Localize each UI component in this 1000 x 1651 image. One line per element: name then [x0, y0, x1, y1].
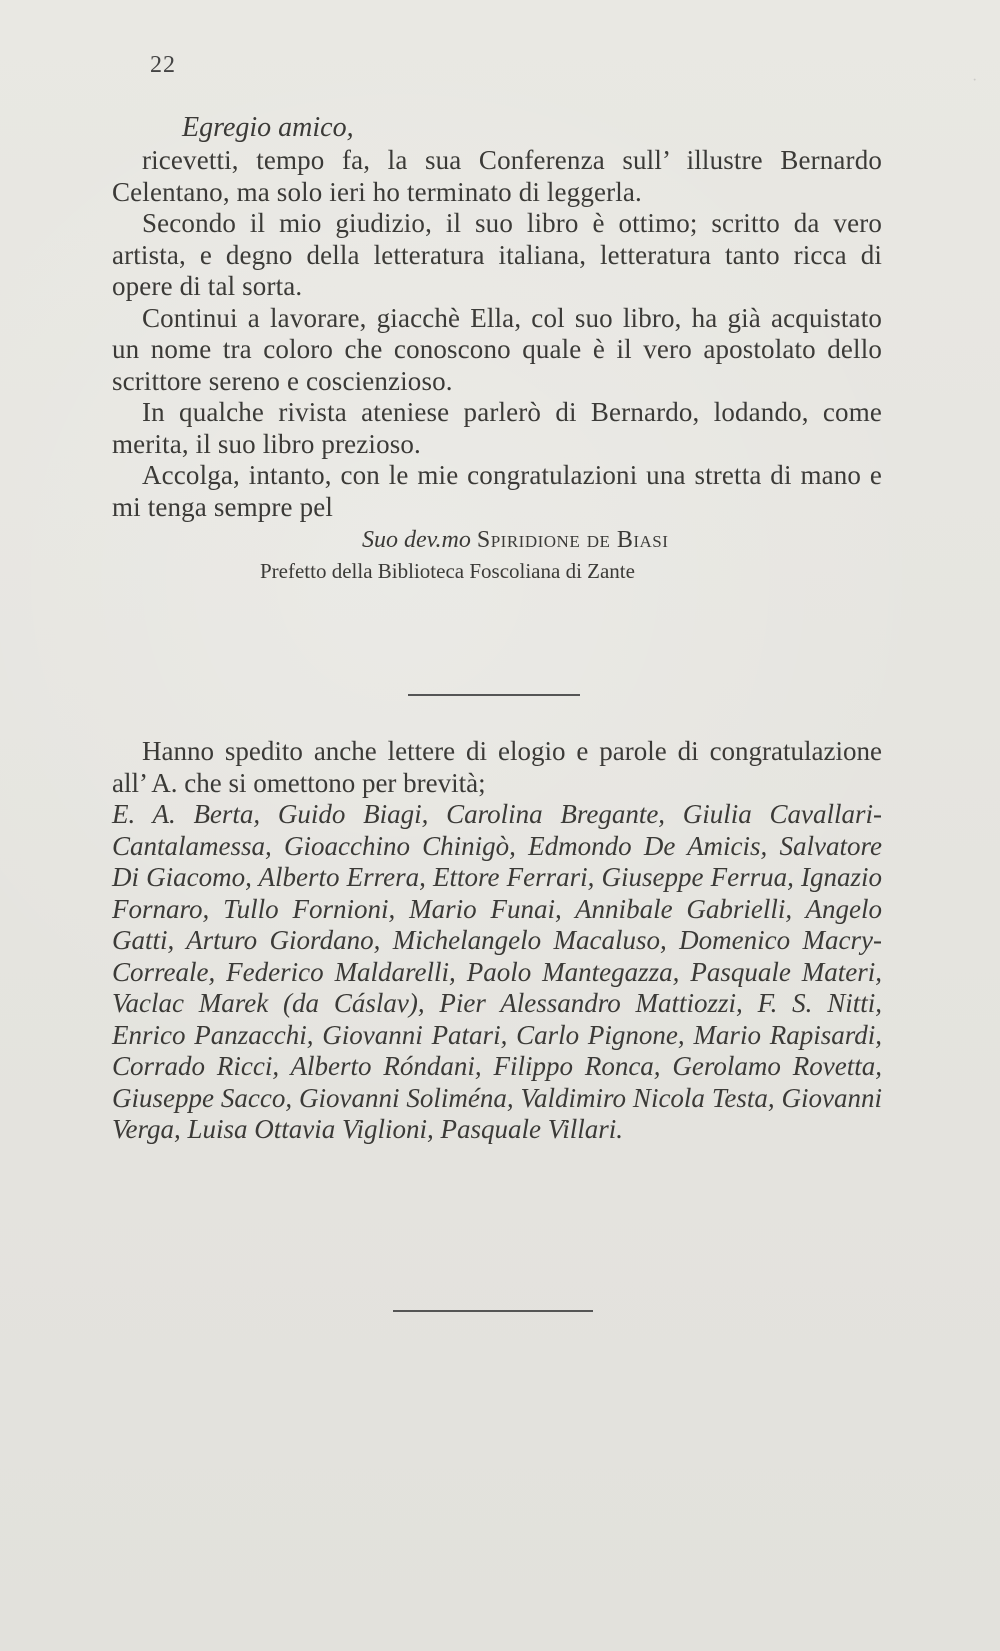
section-divider-top: [408, 694, 580, 696]
signature-closing: Suo dev.mo: [362, 527, 471, 553]
letter-section: [112, 112, 882, 585]
acknowledgements-intro: Hanno spedito anche lettere di elogio e parole di congratulazione all’ A. che si omettono per brevità;: [112, 736, 882, 798]
margin-mark: ·: [972, 72, 978, 89]
letter-paragraph-4: In qualche rivista ateniese parlerò di Bernardo, lodando, come merita, il suo libro prezioso.: [112, 397, 882, 459]
letter-paragraph-1: ricevetti, tempo fa, la sua Conferenza sull’ illustre Bernardo Celentano, ma solo ieri ho terminato di leggerla.: [112, 145, 882, 207]
section-divider-bottom: [393, 1310, 593, 1312]
signature-name: Spiridione de Biasi: [476, 527, 669, 553]
salutation: Egregio amico,: [182, 112, 354, 143]
signature-line: [362, 523, 882, 557]
letter-paragraph-3: Continui a lavorare, giacchè Ella, col suo libro, ha già acquistato un nome tra coloro che conoscono quale è il vero apostolato dello scrittore sereno e coscienzioso.: [112, 302, 882, 396]
acknowledgements-names: E. A. Berta, Guido Biagi, Carolina Bregante, Giulia Cavallari-Cantalamessa, Gioacchino Chinigò, Edmondo De Amicis, Salvatore Di Giacomo, Alberto Errera, Ettore Ferrari, Giuseppe Ferrua, Ignazio Fornaro, Tullo Fornioni, Mario Funai, Annibale Gabrielli, Angelo Gatti, Arturo Giordano, Michelangelo Macaluso, Domenico Macry-Correale, Federico Maldarelli, Paolo Mantegazza, Pasquale Materi, Vaclac Marek (da Cáslav), Pier Alessandro Mattiozzi, F. S. Nitti, Enrico Panzacchi, Giovanni Patari, Carlo Pignone, Mario Rapisardi, Corrado Ricci, Alberto Róndani, Filippo Ronca, Gerolamo Rovetta, Giuseppe Sacco, Giovanni Soliména, Valdimiro Nicola Testa, Giovanni Verga, Luisa Ottavia Viglioni, Pasquale Villari.: [112, 799, 882, 1144]
acknowledgements-section: [112, 736, 882, 1146]
letter-paragraph-5: Accolga, intanto, con le mie congratulazioni una stretta di mano e mi tenga sempre pel: [112, 460, 882, 522]
page-number: 22: [150, 52, 176, 78]
letter-paragraph-2: Secondo il mio giudizio, il suo libro è ottimo; scritto da vero artista, e degno della letteratura italiana, letteratura tanto ricca di opere di tal sorta.: [112, 208, 882, 301]
signature-title: Prefetto della Biblioteca Foscoliana di Zante: [260, 559, 635, 583]
